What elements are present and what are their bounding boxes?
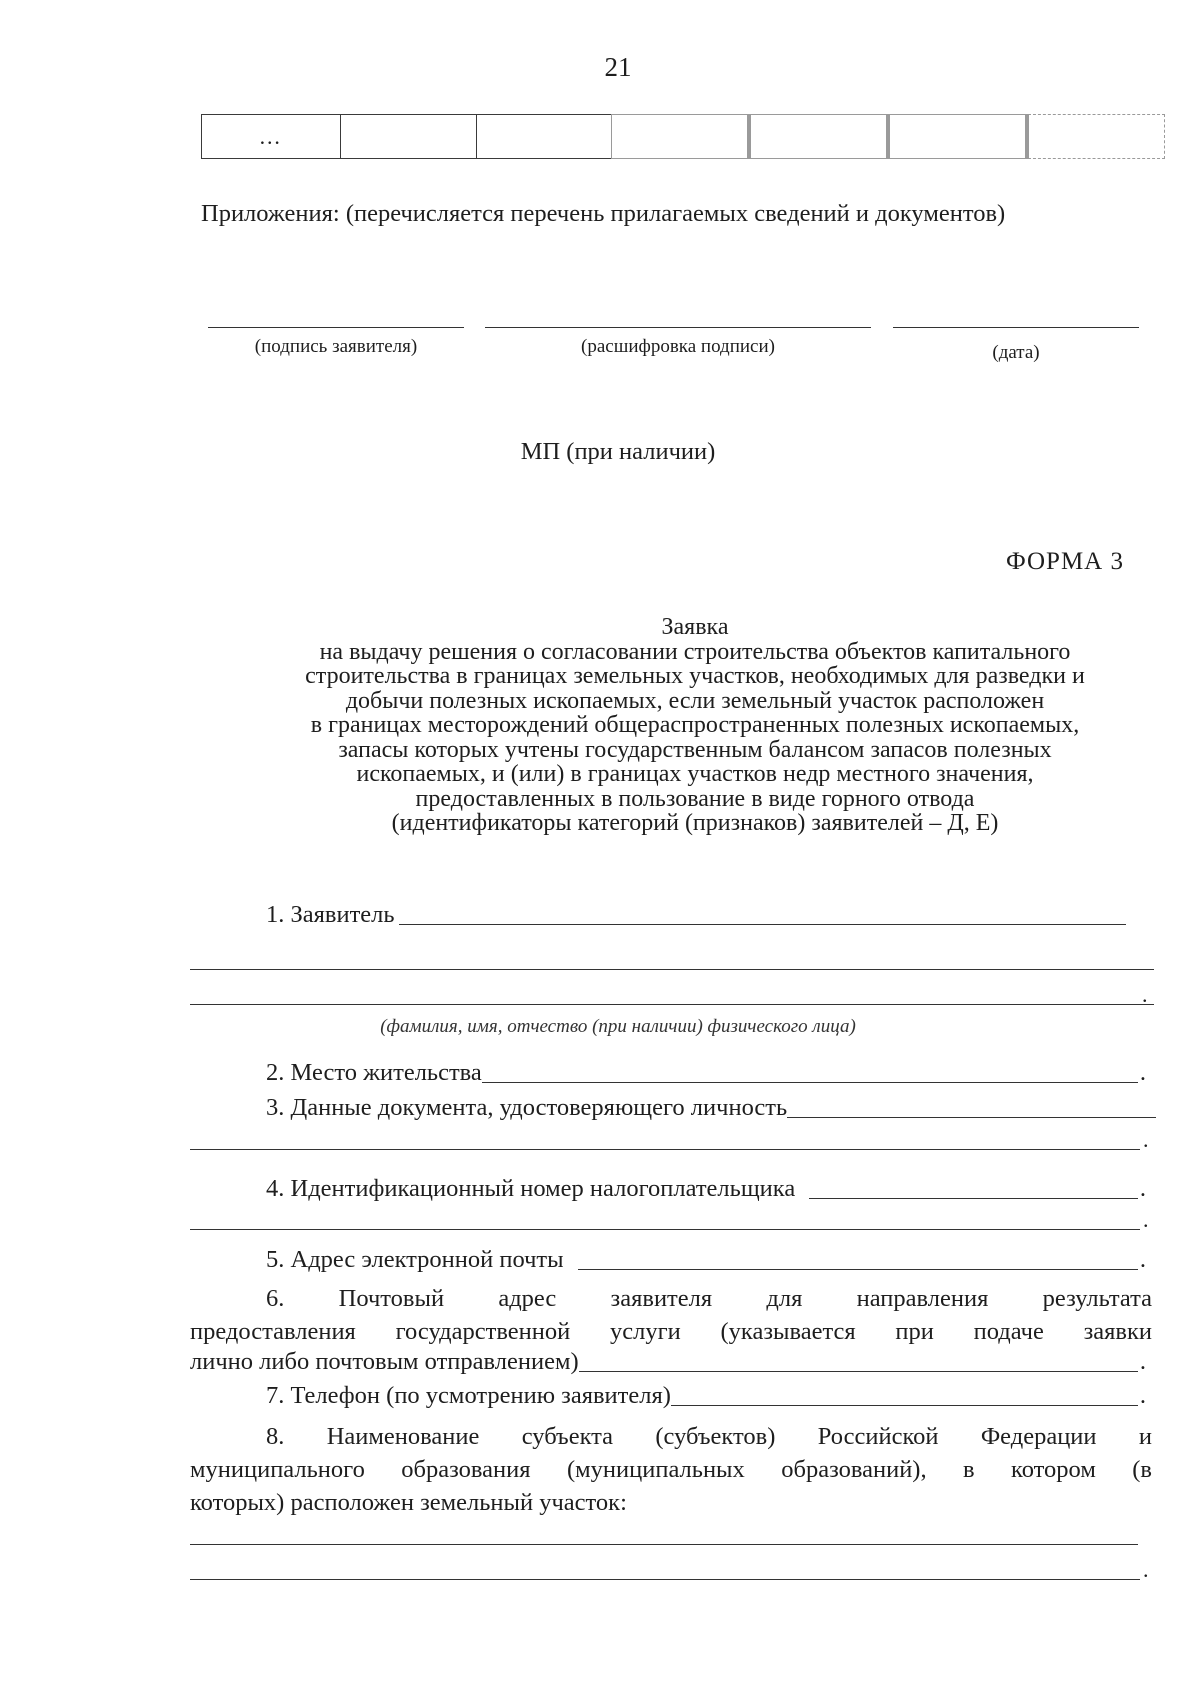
applicant-hint: (фамилия, имя, отчество (при наличии) физического лица)	[380, 1016, 856, 1037]
title-line: в границах месторождений общераспространенных полезных ископаемых,	[310, 712, 1080, 738]
id-document-input-line[interactable]	[787, 1117, 1156, 1118]
field-label: 2. Место жительства	[266, 1059, 482, 1086]
form-label: ФОРМА 3	[1005, 548, 1124, 575]
line-end-dot: .	[1139, 1348, 1146, 1375]
field-label: 1. Заявитель	[266, 901, 395, 928]
table-cell	[1028, 114, 1165, 159]
line-end-dot: .	[1139, 1246, 1146, 1273]
date-line	[893, 327, 1139, 328]
postal-address-tail	[190, 1346, 1146, 1376]
table-cell	[611, 114, 750, 159]
para-line: муниципального образования (муниципальных образований), в котором (в	[190, 1456, 1152, 1483]
title-line: на выдачу решения о согласовании строительства объектов капитального	[319, 638, 1071, 665]
field-email	[266, 1244, 1146, 1274]
line-end-dot: .	[1143, 1127, 1149, 1152]
field-applicant	[266, 899, 1126, 929]
field-label: 7. Телефон (по усмотрению заявителя)	[266, 1382, 671, 1409]
title-line: предоставленных в пользование в виде горного отвода	[415, 785, 975, 812]
appendix-text: Приложения: (перечисляется перечень прилагаемых сведений и документов)	[201, 200, 1006, 227]
field-label: лично либо почтовым отправлением)	[190, 1348, 579, 1375]
applicant-input-line-3[interactable]	[190, 1004, 1154, 1005]
para-line: предоставления государственной услуги (указывается при подаче заявки	[190, 1318, 1152, 1345]
table-cell	[476, 114, 612, 159]
title-line: запасы которых учтены государственным балансом запасов полезных	[338, 736, 1052, 763]
transcript-caption: (расшифровка подписи)	[581, 336, 775, 357]
field-postal-address	[190, 1282, 1152, 1348]
form-title	[190, 615, 1200, 836]
line-end-dot: .	[1139, 1059, 1146, 1086]
date-caption: (дата)	[992, 342, 1040, 363]
field-label: 3. Данные документа, удостоверяющего личность	[266, 1094, 788, 1121]
line-end-dot: .	[1139, 1175, 1146, 1202]
tax-id-input-line-2[interactable]	[190, 1229, 1140, 1230]
postal-address-input-line[interactable]	[579, 1371, 1138, 1372]
phone-input-line[interactable]	[671, 1405, 1138, 1406]
title-line: (идентификаторы категорий (признаков) заявителей – Д, Е)	[391, 810, 999, 836]
line-end-dot: .	[1139, 1382, 1146, 1409]
applicant-input-line-2[interactable]	[190, 969, 1154, 970]
field-id-document	[266, 1092, 1156, 1122]
para-line: 6. Почтовый адрес заявителя для направления результата	[266, 1285, 1152, 1312]
table-cell	[750, 114, 889, 159]
para-line: 8. Наименование субъекта (субъектов) Российской Федерации и	[266, 1423, 1152, 1450]
signature-caption: (подпись заявителя)	[254, 336, 418, 357]
tax-id-input-line[interactable]	[809, 1198, 1138, 1199]
applicant-input-line[interactable]	[399, 924, 1126, 925]
table-cell-ellipsis: …	[201, 114, 340, 159]
title-line: строительства в границах земельных участков, необходимых для разведки и	[305, 663, 1085, 689]
residence-input-line[interactable]	[482, 1082, 1138, 1083]
transcript-line	[485, 327, 871, 328]
continuation-table-row	[201, 114, 1165, 159]
field-phone	[266, 1380, 1146, 1410]
title-line: добычи полезных ископаемых, если земельный участок расположен	[345, 687, 1045, 714]
field-label: 5. Адрес электронной почты	[266, 1246, 564, 1273]
title-line: Заявка	[661, 614, 729, 640]
field-tax-id	[266, 1173, 1146, 1203]
table-cell	[889, 114, 1028, 159]
line-end-dot: .	[1142, 982, 1148, 1007]
municipality-input-line-1[interactable]	[190, 1544, 1138, 1545]
field-residence	[266, 1057, 1146, 1087]
field-municipality	[190, 1420, 1152, 1519]
id-document-input-line-2[interactable]	[190, 1149, 1140, 1150]
table-cell	[340, 114, 476, 159]
field-label: 4. Идентификационный номер налогоплательщика	[266, 1175, 796, 1202]
line-end-dot: .	[1143, 1207, 1149, 1232]
stamp-placeholder: МП (при наличии)	[520, 438, 716, 465]
email-input-line[interactable]	[578, 1269, 1138, 1270]
signature-line	[208, 327, 464, 328]
page-number: 21	[604, 52, 632, 82]
title-line: ископаемых, и (или) в границах участков недр местного значения,	[356, 761, 1034, 787]
para-line: которых) расположен земельный участок:	[190, 1489, 627, 1516]
municipality-input-line-2[interactable]	[190, 1579, 1140, 1580]
line-end-dot: .	[1143, 1557, 1149, 1582]
